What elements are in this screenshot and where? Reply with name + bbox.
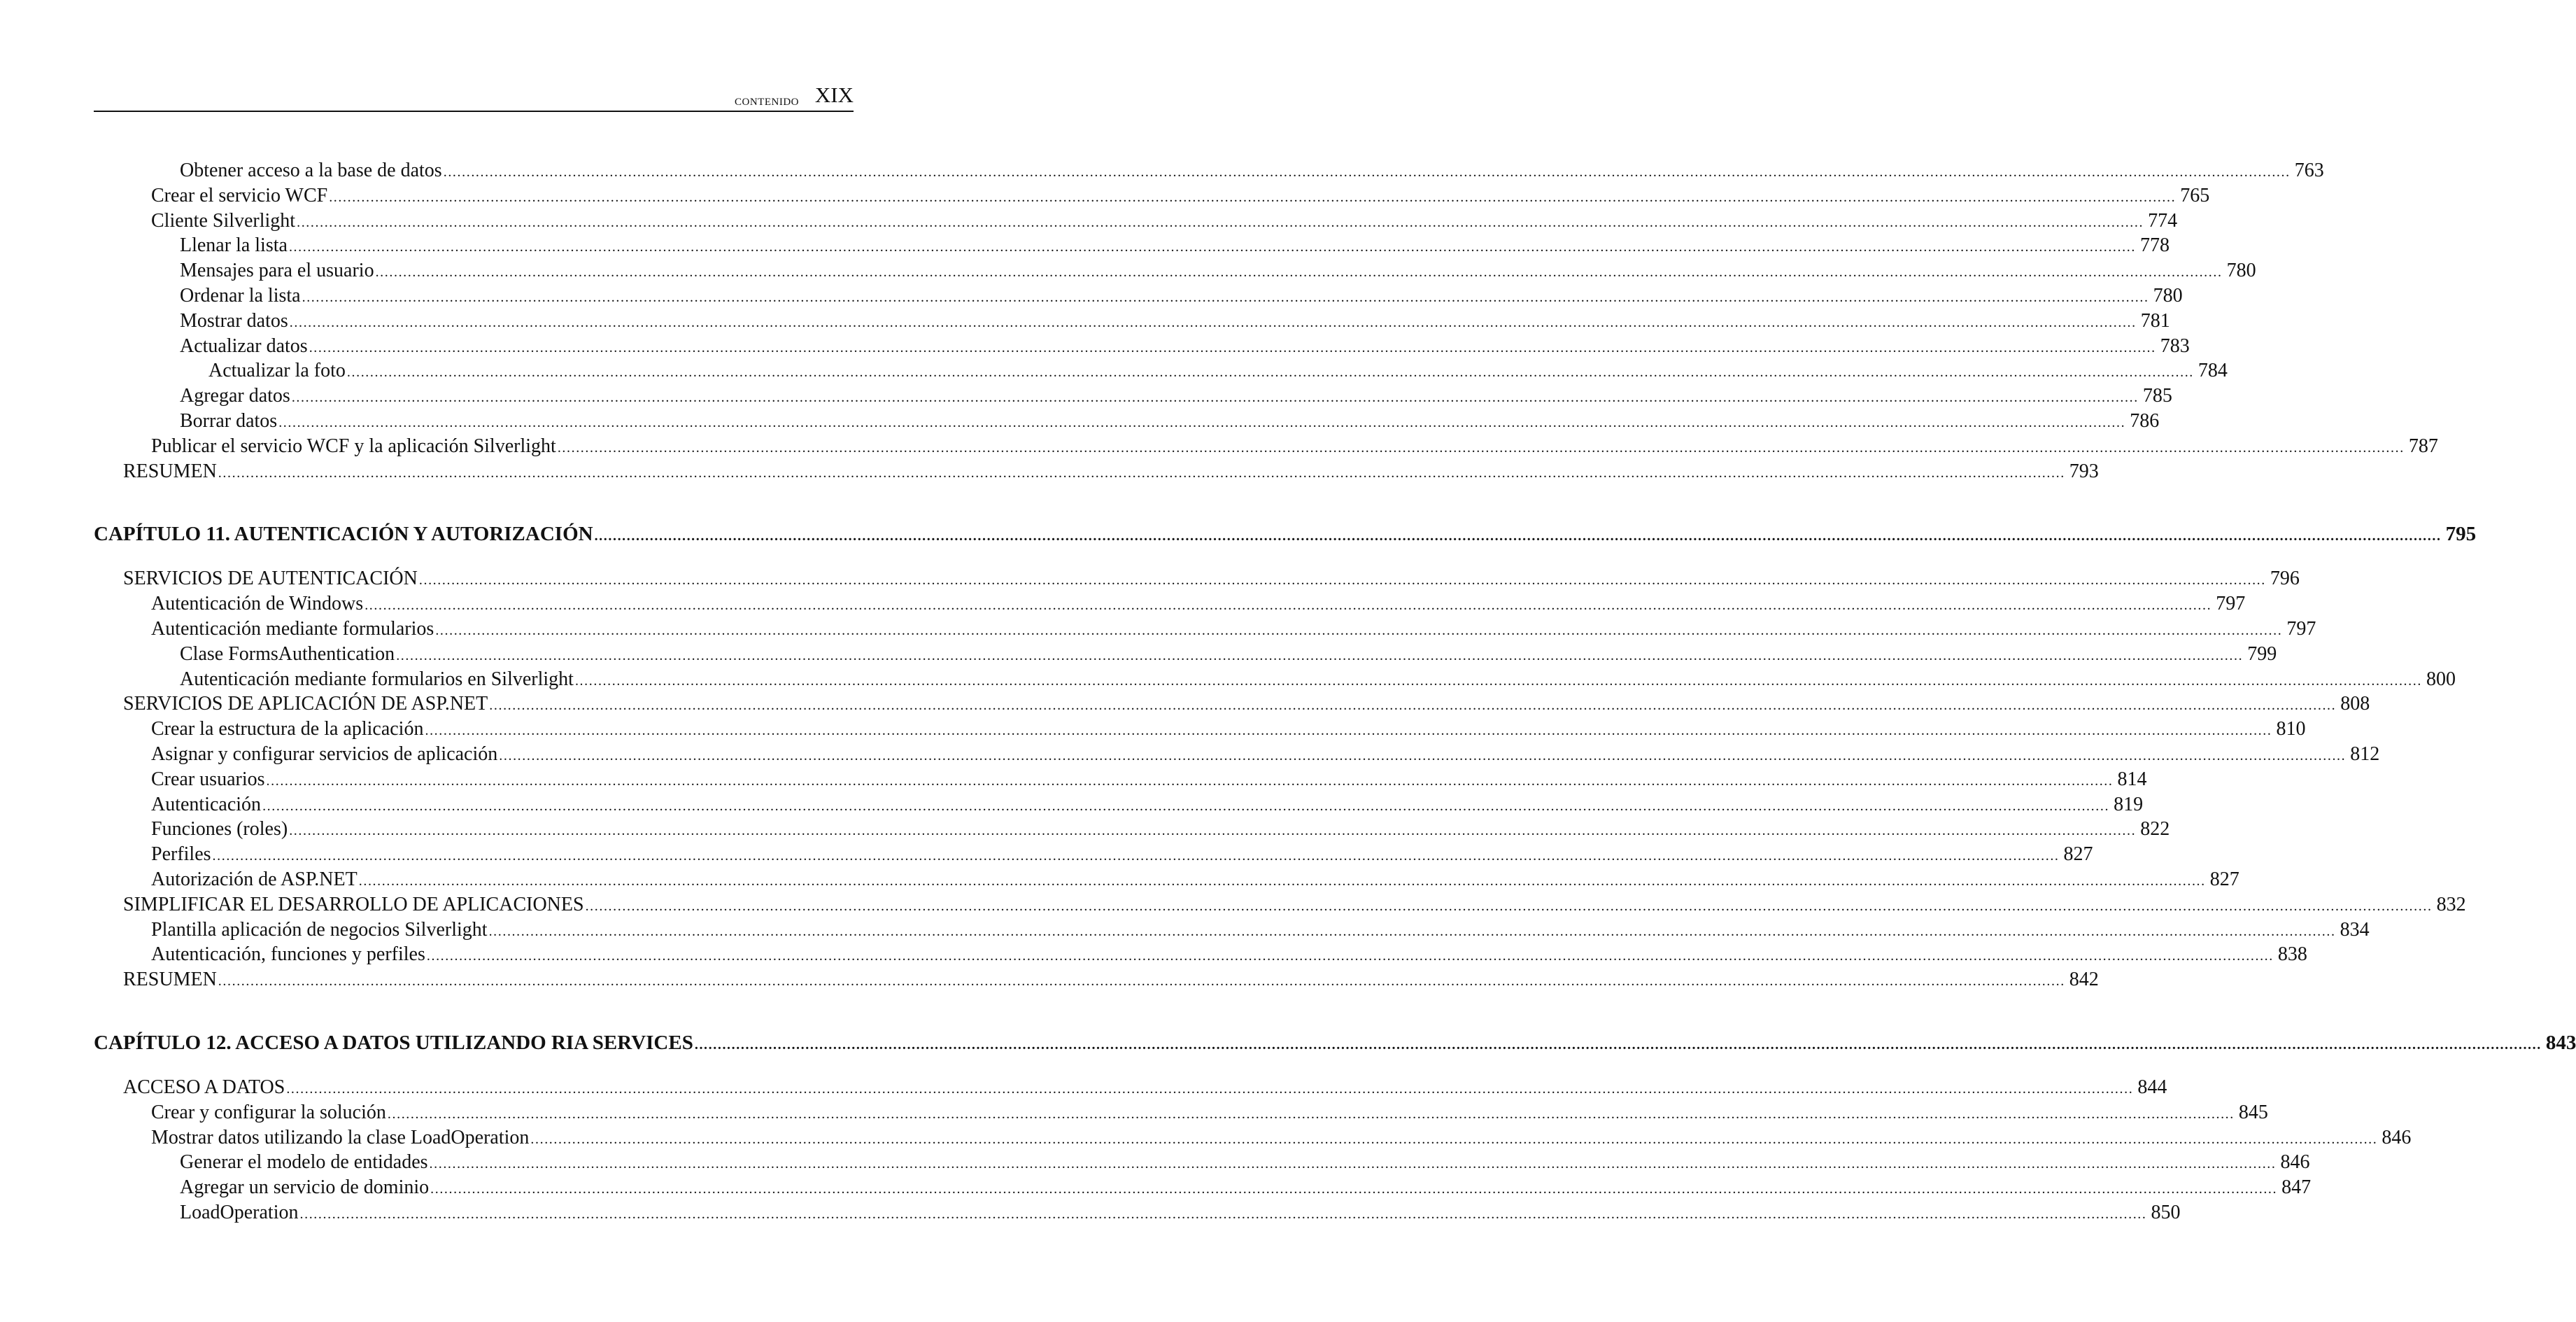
toc-entry-title: Generar el modelo de entidades bbox=[180, 1151, 428, 1174]
dot-leader: ................................................................................................................................................................................................................................................................................................................................................................................................................ bbox=[346, 365, 2194, 381]
table-of-contents bbox=[94, 158, 2576, 1225]
toc-entry bbox=[94, 1100, 2268, 1125]
toc-entry-title: Agregar datos bbox=[180, 385, 290, 407]
toc-entry bbox=[94, 667, 2456, 692]
toc-entry-title: Autenticación mediante formularios bbox=[151, 617, 434, 640]
toc-entry-title: Crear la estructura de la aplicación bbox=[151, 718, 424, 740]
toc-entry bbox=[94, 358, 2228, 384]
toc-entry-page-number: 827 bbox=[2063, 843, 2093, 866]
toc-entry-page-number: 763 bbox=[2294, 160, 2324, 181]
toc-entry-title: Crear y configurar la solución bbox=[151, 1101, 386, 1123]
dot-leader: ................................................................................................................................................................................................................................................................................................................................................................................................................ bbox=[530, 1131, 2378, 1147]
toc-entry bbox=[94, 642, 2277, 667]
toc-entry-title: Ordenar la lista bbox=[180, 284, 301, 307]
dot-leader: ................................................................................................................................................................................................................................................................................................................................................................................................................ bbox=[426, 948, 2274, 964]
toc-entry-title: Autenticación mediante formularios en Silverlight bbox=[180, 668, 574, 690]
dot-leader: ................................................................................................................................................................................................................................................................................................................................................................................................................ bbox=[262, 798, 2110, 814]
toc-entry-page-number: 797 bbox=[2286, 617, 2316, 640]
toc-entry bbox=[94, 334, 2190, 359]
toc-entry-title: Mostrar datos utilizando la clase LoadOperation bbox=[151, 1126, 530, 1148]
toc-entry-page-number: 846 bbox=[2382, 1126, 2412, 1148]
toc-entry bbox=[94, 459, 2099, 484]
toc-entry-title: Perfiles bbox=[151, 843, 211, 866]
toc-entry bbox=[94, 917, 2370, 943]
dot-leader: ................................................................................................................................................................................................................................................................................................................................................................................................................ bbox=[289, 314, 2137, 330]
toc-entry-page-number: 827 bbox=[2209, 868, 2239, 890]
toc-entry-page-number: 781 bbox=[2140, 309, 2170, 332]
toc-entry-page-number: 842 bbox=[2069, 969, 2099, 991]
toc-entry bbox=[94, 892, 2466, 917]
toc-entry-title: Funciones (roles) bbox=[151, 818, 288, 841]
toc-entry-page-number: 774 bbox=[2148, 209, 2178, 232]
toc-entry-page-number: 786 bbox=[2130, 409, 2160, 432]
dot-leader: ................................................................................................................................................................................................................................................................................................................................................................................................................ bbox=[291, 390, 2139, 406]
dot-leader: ................................................................................................................................................................................................................................................................................................................................................................................................................ bbox=[309, 339, 2156, 356]
toc-chapter-entry bbox=[94, 1029, 2576, 1057]
toc-entry-page-number: 810 bbox=[2276, 718, 2306, 740]
toc-entry-title: SIMPLIFICAR EL DESARROLLO DE APLICACIONES bbox=[123, 893, 584, 915]
toc-entry-title: Actualizar datos bbox=[180, 335, 308, 357]
dot-leader: ................................................................................................................................................................................................................................................................................................................................................................................................................ bbox=[430, 1181, 2278, 1197]
dot-leader: ................................................................................................................................................................................................................................................................................................................................................................................................................ bbox=[694, 1036, 2542, 1053]
toc-entry-page-number: 800 bbox=[2426, 668, 2456, 690]
dot-leader: ................................................................................................................................................................................................................................................................................................................................................................................................................ bbox=[302, 289, 2149, 305]
toc-entry-title: Publicar el servicio WCF y la aplicación Silverlight bbox=[151, 435, 556, 457]
toc-entry-title: LoadOperation bbox=[180, 1201, 299, 1223]
toc-entry-title: Mostrar datos bbox=[180, 309, 288, 332]
dot-leader: ................................................................................................................................................................................................................................................................................................................................................................................................................ bbox=[435, 622, 2283, 638]
toc-entry bbox=[94, 566, 2300, 591]
dot-leader: ................................................................................................................................................................................................................................................................................................................................................................................................................ bbox=[489, 698, 2337, 714]
toc-entry-page-number: 780 bbox=[2153, 284, 2183, 307]
toc-chapter-entry bbox=[94, 520, 2477, 548]
toc-entry-title: Actualizar la foto bbox=[208, 360, 346, 382]
toc-entry-page-number: 778 bbox=[2139, 234, 2170, 257]
dot-leader: ................................................................................................................................................................................................................................................................................................................................................................................................................ bbox=[488, 923, 2336, 939]
dot-leader: ................................................................................................................................................................................................................................................................................................................................................................................................................ bbox=[387, 1106, 2235, 1122]
toc-entry-title: CAPÍTULO 11. AUTENTICACIÓN Y AUTORIZACIÓN bbox=[94, 523, 593, 546]
toc-entry bbox=[94, 1150, 2310, 1175]
toc-entry-title: SERVICIOS DE AUTENTICACIÓN bbox=[123, 568, 418, 590]
toc-entry-title: SERVICIOS DE APLICACIÓN DE ASP.NET bbox=[123, 693, 488, 715]
toc-entry-page-number: 847 bbox=[2281, 1176, 2312, 1199]
toc-entry-page-number: 795 bbox=[2445, 523, 2477, 546]
running-head bbox=[94, 83, 854, 112]
toc-entry bbox=[94, 842, 2093, 867]
dot-leader: ................................................................................................................................................................................................................................................................................................................................................................................................................ bbox=[429, 1156, 2277, 1172]
toc-entry-page-number: 780 bbox=[2226, 260, 2256, 282]
toc-entry bbox=[94, 409, 2160, 434]
dot-leader: ................................................................................................................................................................................................................................................................................................................................................................................................................ bbox=[266, 773, 2114, 789]
toc-entry bbox=[94, 309, 2170, 334]
dot-leader: ................................................................................................................................................................................................................................................................................................................................................................................................................ bbox=[585, 898, 2433, 914]
toc-entry bbox=[94, 233, 2170, 258]
dot-leader: ................................................................................................................................................................................................................................................................................................................................................................................................................ bbox=[297, 214, 2144, 230]
toc-entry bbox=[94, 258, 2256, 283]
toc-entry-page-number: 822 bbox=[2140, 818, 2170, 841]
toc-entry-title: Obtener acceso a la base de datos bbox=[180, 160, 442, 181]
dot-leader: ................................................................................................................................................................................................................................................................................................................................................................................................................ bbox=[375, 265, 2223, 281]
dot-leader: ................................................................................................................................................................................................................................................................................................................................................................................................................ bbox=[365, 598, 2212, 614]
toc-entry bbox=[94, 434, 2438, 459]
toc-entry-page-number: 793 bbox=[2069, 460, 2099, 482]
toc-entry bbox=[94, 283, 2183, 309]
toc-entry-page-number: 812 bbox=[2350, 743, 2380, 765]
toc-entry-title: Crear el servicio WCF bbox=[151, 184, 328, 206]
toc-entry-page-number: 819 bbox=[2114, 793, 2144, 815]
toc-entry bbox=[94, 792, 2144, 817]
toc-entry bbox=[94, 867, 2239, 892]
toc-entry-title: Borrar datos bbox=[180, 409, 278, 432]
toc-entry-title: RESUMEN bbox=[123, 969, 217, 991]
toc-entry-page-number: 797 bbox=[2216, 593, 2246, 615]
dot-leader: ................................................................................................................................................................................................................................................................................................................................................................................................................ bbox=[329, 189, 2177, 205]
toc-entry-page-number: 796 bbox=[2270, 568, 2300, 590]
dot-leader: ................................................................................................................................................................................................................................................................................................................................................................................................................ bbox=[289, 823, 2137, 839]
toc-entry-title: RESUMEN bbox=[123, 460, 217, 482]
dot-leader: ................................................................................................................................................................................................................................................................................................................................................................................................................ bbox=[418, 572, 2266, 589]
dot-leader: ................................................................................................................................................................................................................................................................................................................................................................................................................ bbox=[212, 848, 2060, 864]
toc-entry-page-number: 785 bbox=[2142, 385, 2172, 407]
toc-entry-page-number: 838 bbox=[2277, 943, 2307, 966]
toc-entry-page-number: 834 bbox=[2340, 918, 2370, 941]
dot-leader: ................................................................................................................................................................................................................................................................................................................................................................................................................ bbox=[443, 164, 2291, 180]
toc-entry bbox=[94, 1075, 2167, 1100]
toc-entry bbox=[94, 817, 2170, 842]
dot-leader: ................................................................................................................................................................................................................................................................................................................................................................................................................ bbox=[218, 465, 2065, 481]
toc-entry-title: Mensajes para el usuario bbox=[180, 260, 374, 282]
dot-leader: ................................................................................................................................................................................................................................................................................................................................................................................................................ bbox=[499, 747, 2347, 764]
running-head-page-number: XIX bbox=[814, 83, 854, 107]
dot-leader: ................................................................................................................................................................................................................................................................................................................................................................................................................ bbox=[594, 528, 2442, 544]
toc-entry bbox=[94, 384, 2172, 409]
toc-entry bbox=[94, 767, 2147, 792]
dot-leader: ................................................................................................................................................................................................................................................................................................................................................................................................................ bbox=[425, 723, 2272, 739]
toc-entry-page-number: 808 bbox=[2340, 693, 2370, 715]
toc-entry-page-number: 787 bbox=[2408, 435, 2438, 457]
toc-entry-title: CAPÍTULO 12. ACCESO A DATOS UTILIZANDO RIA SERVICES bbox=[94, 1031, 693, 1054]
toc-entry-page-number: 799 bbox=[2247, 642, 2277, 665]
toc-entry bbox=[94, 158, 2324, 183]
toc-entry bbox=[94, 691, 2370, 717]
toc-entry-title: Autenticación de Windows bbox=[151, 593, 364, 615]
toc-entry-page-number: 844 bbox=[2137, 1076, 2167, 1098]
running-head-section: contenido bbox=[735, 91, 799, 108]
toc-entry bbox=[94, 967, 2099, 992]
dot-leader: ................................................................................................................................................................................................................................................................................................................................................................................................................ bbox=[278, 414, 2126, 430]
toc-entry bbox=[94, 942, 2307, 967]
toc-entry-page-number: 832 bbox=[2436, 893, 2466, 915]
toc-entry-page-number: 846 bbox=[2280, 1151, 2310, 1174]
toc-entry-title: Llenar la lista bbox=[180, 234, 288, 257]
toc-entry-title: Agregar un servicio de dominio bbox=[180, 1176, 430, 1199]
dot-leader: ................................................................................................................................................................................................................................................................................................................................................................................................................ bbox=[299, 1206, 2147, 1222]
toc-entry-title: Autorización de ASP.NET bbox=[151, 868, 358, 890]
toc-entry-page-number: 850 bbox=[2151, 1201, 2181, 1223]
dot-leader: ................................................................................................................................................................................................................................................................................................................................................................................................................ bbox=[358, 873, 2206, 889]
toc-entry bbox=[94, 742, 2380, 767]
toc-entry-title: Cliente Silverlight bbox=[151, 209, 296, 232]
toc-entry-page-number: 845 bbox=[2238, 1101, 2268, 1123]
toc-entry-page-number: 765 bbox=[2180, 184, 2210, 206]
toc-entry bbox=[94, 1200, 2181, 1225]
toc-entry-title: ACCESO A DATOS bbox=[123, 1076, 285, 1098]
toc-entry bbox=[94, 617, 2316, 642]
dot-leader: ................................................................................................................................................................................................................................................................................................................................................................................................................ bbox=[396, 647, 2244, 663]
toc-entry-title: Autenticación, funciones y perfiles bbox=[151, 943, 425, 966]
dot-leader: ................................................................................................................................................................................................................................................................................................................................................................................................................ bbox=[557, 440, 2405, 456]
toc-entry-title: Asignar y configurar servicios de aplicación bbox=[151, 743, 498, 765]
toc-entry bbox=[94, 1125, 2412, 1151]
dot-leader: ................................................................................................................................................................................................................................................................................................................................................................................................................ bbox=[574, 673, 2422, 689]
toc-entry bbox=[94, 209, 2178, 234]
toc-entry-page-number: 843 bbox=[2545, 1031, 2576, 1054]
toc-entry bbox=[94, 591, 2246, 617]
toc-entry-title: Clase FormsAuthentication bbox=[180, 642, 395, 665]
toc-entry-title: Crear usuarios bbox=[151, 768, 265, 790]
dot-leader: ................................................................................................................................................................................................................................................................................................................................................................................................................ bbox=[286, 1081, 2134, 1097]
dot-leader: ................................................................................................................................................................................................................................................................................................................................................................................................................ bbox=[218, 973, 2065, 990]
dot-leader: ................................................................................................................................................................................................................................................................................................................................................................................................................ bbox=[288, 239, 2136, 255]
toc-entry-page-number: 783 bbox=[2160, 335, 2190, 357]
toc-entry bbox=[94, 1175, 2312, 1200]
toc-entry-page-number: 784 bbox=[2198, 360, 2228, 382]
toc-entry bbox=[94, 717, 2306, 742]
toc-entry-title: Plantilla aplicación de negocios Silverlight bbox=[151, 918, 488, 941]
toc-entry-page-number: 814 bbox=[2117, 768, 2147, 790]
toc-entry-title: Autenticación bbox=[151, 793, 262, 815]
toc-entry bbox=[94, 183, 2210, 209]
